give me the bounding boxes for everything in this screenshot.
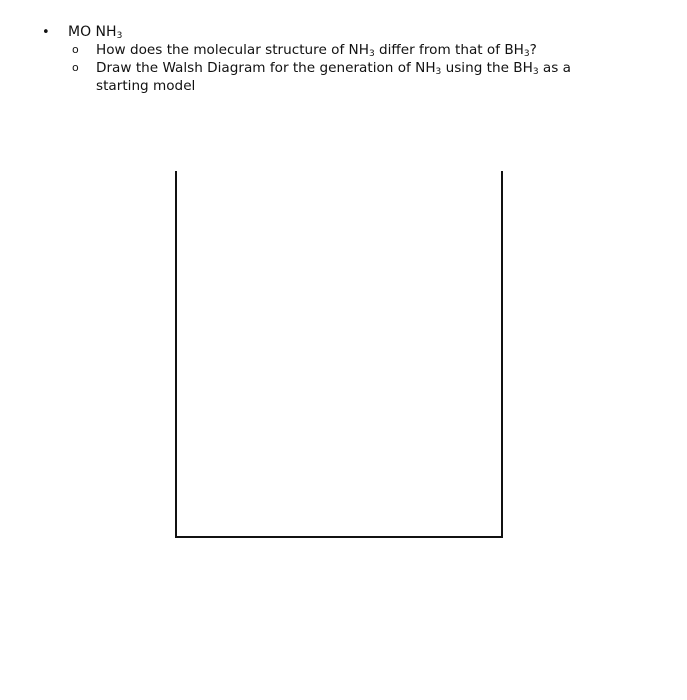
bullet-circle: o: [72, 61, 79, 74]
sub-question-text: [96, 42, 537, 58]
outline-heading: [68, 24, 122, 41]
diagram-right-axis: [501, 171, 503, 538]
heading-text: MO NH: [68, 24, 117, 40]
bullet-circle: o: [72, 43, 79, 56]
subscript: 3: [523, 49, 530, 59]
diagram-left-axis: [175, 171, 177, 538]
heading-subscript: 3: [116, 31, 123, 41]
bullet-dot: •: [42, 25, 50, 40]
sub-question-text: [96, 60, 571, 76]
subscript: 3: [368, 49, 375, 59]
sub-question-continuation: starting model: [96, 78, 196, 94]
text-part: How does the molecular structure of NH: [96, 42, 369, 58]
text-part: using the BH: [441, 60, 533, 76]
diagram-bottom-axis: [175, 536, 503, 538]
subscript: 3: [532, 67, 539, 77]
walsh-diagram-frame: [175, 171, 503, 538]
subscript: 3: [435, 67, 442, 77]
text-part: Draw the Walsh Diagram for the generation of NH: [96, 60, 436, 76]
text-part: differ from that of BH: [374, 42, 524, 58]
text-part: ?: [529, 42, 537, 58]
text-part: as a: [538, 60, 571, 76]
